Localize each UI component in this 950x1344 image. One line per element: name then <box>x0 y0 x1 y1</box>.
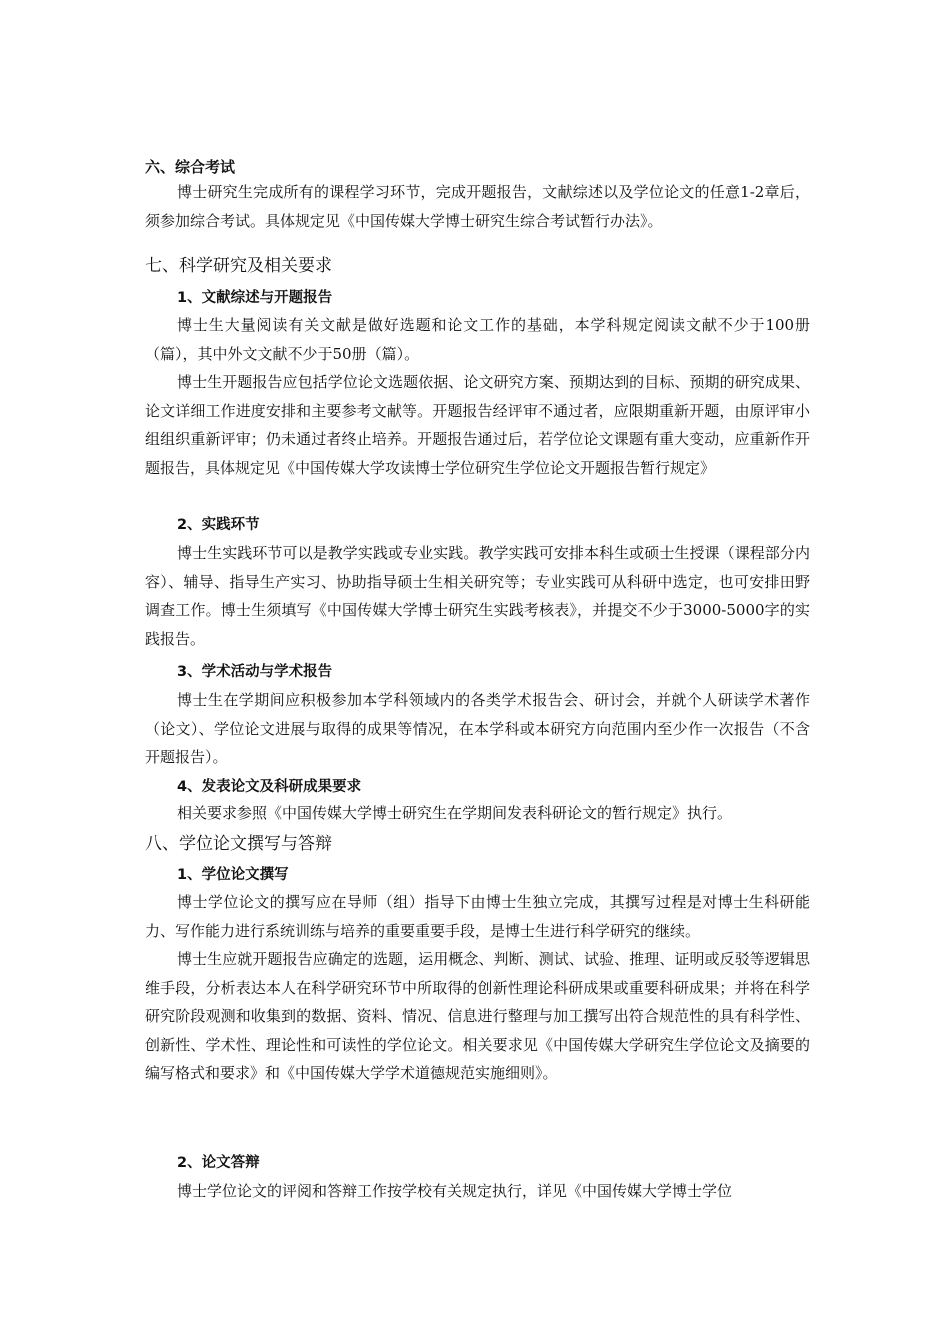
subsection-7-4-heading: 4、发表论文及科研成果要求 <box>177 779 362 795</box>
paragraph: 博士生在学期间应积极参加本学科领域内的各类学术报告会、研讨会，并就个人研读学术著作（论文）、学位论文进展与取得的成果等情况，在本学科或本研究方向范围内至少作一次报告（不含开题报告）。 <box>145 691 810 766</box>
paragraph: 博士生实践环节可以是教学实践或专业实践。教学实践可安排本科生或硕士生授课（课程部分内容）、辅导、指导生产实习、协助指导硕士生相关研究等；专业实践可从科研中选定，也可安排田野调查工作。博士生须填写《中国传媒大学博士研究生实践考核表》，并提交不少于3000-5000字的实践报告。 <box>145 544 810 648</box>
section-6-body <box>145 178 810 235</box>
paragraph: 博士生大量阅读有关文献是做好选题和论文工作的基础，本学科规定阅读文献不少于100册（篇），其中外文文献不少于50册（篇）。 <box>145 316 810 363</box>
subsection-7-2-heading: 2、实践环节 <box>177 517 260 533</box>
paragraph: 博士生应就开题报告应确定的选题，运用概念、判断、测试、试验、推理、证明或反驳等逻辑思维手段，分析表达本人在科学研究环节中所取得的创新性理论科研成果或重要科研成果；并将在科学研究阶段观测和收集到的数据、资料、情况、信息进行整理与加工撰写出符合规范性的具有科学性、创新性、学术性、理论性和可读性的学位论文。相关要求见《中国传媒大学研究生学位论文及摘要的编写格式和要求》和《中国传媒大学学术道德规范实施细则》。 <box>145 950 810 1082</box>
subsection-7-1-heading: 1、文献综述与开题报告 <box>177 290 333 306</box>
paragraph: 相关要求参照《中国传媒大学博士研究生在学期间发表科研论文的暂行规定》执行。 <box>177 804 733 822</box>
subsection-8-1-heading: 1、学位论文撰写 <box>177 867 289 883</box>
subsection-8-1-body <box>145 888 810 1088</box>
subsection-7-3-heading: 3、学术活动与学术报告 <box>177 664 333 680</box>
subsection-7-4-body <box>145 799 810 828</box>
paragraph: 博士生开题报告应包括学位论文选题依据、论文研究方案、预期达到的目标、预期的研究成果、论文详细工作进度安排和主要参考文献等。开题报告经评审不通过者，应限期重新开题，由原评审小组组织重新评审；仍未通过者终止培养。开题报告通过后，若学位论文课题有重大变动，应重新作开题报告，具体规定见《中国传媒大学攻读博士学位研究生学位论文开题报告暂行规定》 <box>145 373 810 477</box>
paragraph: 博士研究生完成所有的课程学习环节，完成开题报告，文献综述以及学位论文的任意1-2章后，须参加综合考试。具体规定见《中国传媒大学博士研究生综合考试暂行办法》。 <box>145 183 810 230</box>
subsection-7-1-body <box>145 311 810 482</box>
subsection-8-2-body <box>145 1177 810 1206</box>
paragraph: 博士学位论文的撰写应在导师（组）指导下由博士生独立完成，其撰写过程是对博士生科研能力、写作能力进行系统训练与培养的重要重要手段，是博士生进行科学研究的继续。 <box>145 893 810 940</box>
subsection-7-3-body <box>145 686 810 772</box>
paragraph: 博士学位论文的评阅和答辩工作按学校有关规定执行，详见《中国传媒大学博士学位 <box>177 1182 733 1200</box>
section-7-heading: 七、科学研究及相关要求 <box>145 256 332 276</box>
section-6-heading: 六、综合考试 <box>145 158 236 176</box>
subsection-8-2-heading: 2、论文答辩 <box>177 1155 260 1171</box>
subsection-7-2-body <box>145 539 810 653</box>
section-8-heading: 八、学位论文撰写与答辩 <box>145 834 332 854</box>
